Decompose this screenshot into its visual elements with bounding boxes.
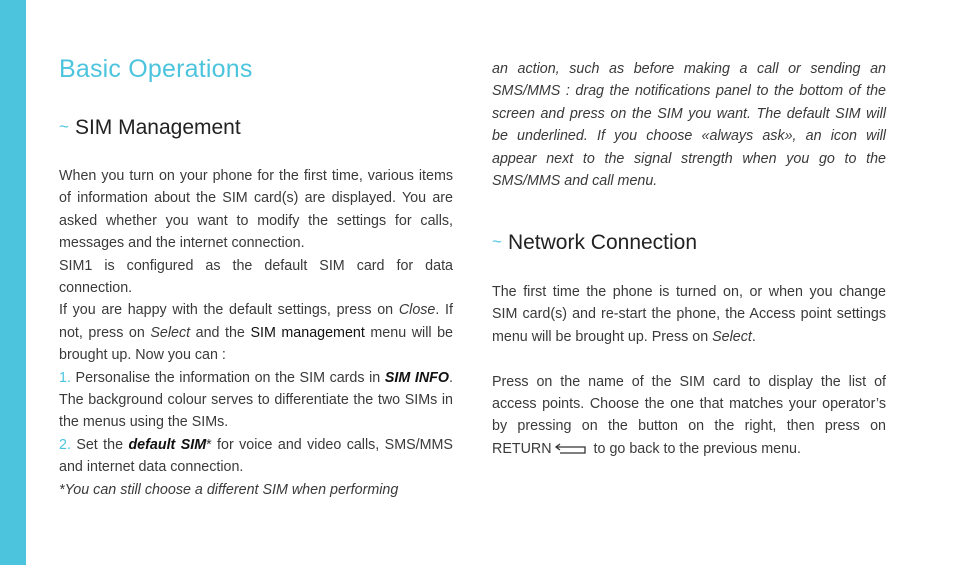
- list-item-2: [59, 434, 453, 479]
- network-p1-text: The first time the phone is turned on, or when you change SIM card(s) and re-start the phone, the Access point settings menu will be brought up. Press on: [492, 284, 886, 345]
- network-paragraph-2: [492, 371, 886, 463]
- close-softkey-label: Close: [398, 302, 436, 319]
- sim-management-menu-name: SIM management: [250, 324, 365, 341]
- default-settings-text: If you are happy with the default settings, press on: [59, 302, 399, 319]
- network-connection-heading: [492, 231, 697, 255]
- tilde-glyph: ~: [492, 232, 502, 251]
- network-connection-heading-text: Network Connection: [507, 231, 698, 254]
- network-paragraph-1: [492, 281, 886, 348]
- network-p2-text: Press on the name of the SIM card to display the list of access points. Choose the one that matches your operator’s by pressing on the button on the right, then press on RETURN: [492, 373, 886, 457]
- network-p1-end: .: [751, 328, 756, 345]
- sim-management-body: [59, 165, 453, 501]
- footnote-start: *You can still choose a different SIM when performing: [59, 481, 399, 498]
- list-number-1: 1.: [59, 369, 71, 386]
- sim-intro-paragraph: When you turn on your phone for the first time, various items of information about the SIM card(s) are displayed. You are asked whether you want to modify the settings for calls, messages and the internet connection.: [59, 168, 453, 252]
- network-p2-suffix: to go back to the previous menu.: [589, 440, 801, 457]
- paragraph-spacer: [492, 348, 886, 370]
- network-body: [492, 281, 886, 462]
- sim1-default-paragraph: SIM1 is configured as the default SIM card for data connection.: [59, 257, 453, 297]
- accent-side-bar: [0, 0, 26, 565]
- page-title: Basic Operations: [59, 55, 253, 83]
- select-softkey-label: Select: [150, 324, 191, 341]
- tilde-glyph: ~: [59, 117, 69, 136]
- default-sim-menu-name: default SIM: [128, 436, 207, 453]
- select-softkey-label: Select: [712, 328, 752, 345]
- default-settings-text-4: menu will be brought up. Now you can :: [59, 324, 453, 364]
- sim-info-menu-name: SIM INFO: [384, 369, 450, 386]
- list-item-1-rest: . The background colour serves to differentiate the two SIMs in the menus using the SIMs.: [59, 369, 453, 431]
- footnote-continued: an action, such as before making a call or sending an SMS/MMS : drag the notifications panel to the bottom of the screen and press on the SIM you want. The default SIM will be underlined. If you choose «always ask», an icon will appear next to the signal strength when you go to the SMS/MMS and call menu.: [492, 61, 886, 190]
- default-settings-paragraph: [59, 299, 453, 366]
- list-number-2: 2.: [59, 436, 71, 453]
- sim-management-heading: [59, 116, 241, 140]
- return-arrow-icon: [554, 440, 588, 462]
- list-item-1-text: Personalise the information on the SIM cards in: [70, 369, 385, 386]
- default-settings-text-3: and the: [190, 324, 251, 341]
- sim-management-heading-text: SIM Management: [74, 116, 241, 139]
- list-item-2-text: Set the: [70, 436, 129, 453]
- list-item-1: [59, 367, 453, 434]
- list-item-2-rest: * for voice and video calls, SMS/MMS and internet data connection.: [59, 436, 453, 476]
- default-settings-text-2: . If not, press on: [59, 302, 453, 341]
